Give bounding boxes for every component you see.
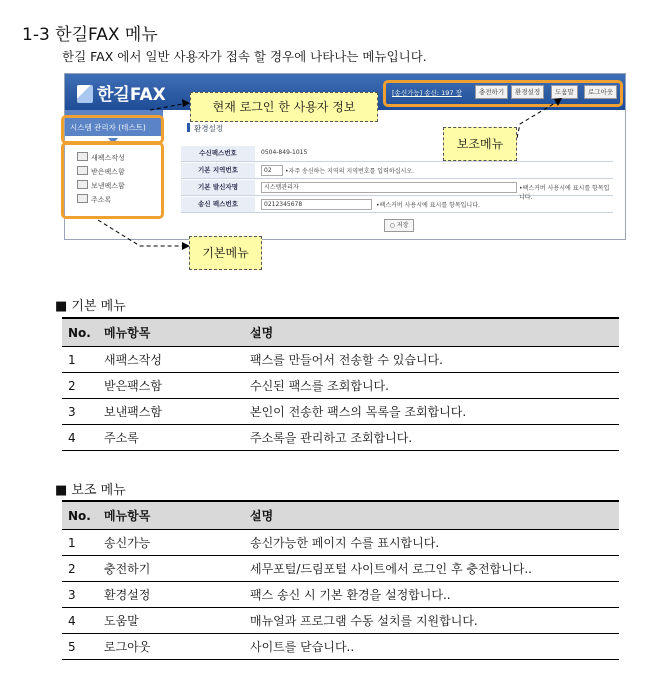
section-heading: 1-3 한길FAX 메뉴	[22, 25, 158, 45]
logo-text: 한길FAX	[97, 85, 166, 105]
arrow-main-menu	[98, 220, 186, 246]
cell-no: 4	[62, 608, 98, 634]
callout-sub-menu: 보조메뉴	[443, 127, 517, 161]
table-row	[62, 608, 619, 634]
cell-item: 송신가능	[98, 530, 244, 556]
cell-item: 로그아웃	[98, 634, 244, 660]
cell-desc: 세무포털/드림포털 사이트에서 로그인 후 충전합니다..	[244, 556, 619, 582]
sub-menu-table	[62, 500, 619, 660]
arrow-head-icon	[554, 98, 562, 106]
table-row	[62, 373, 619, 399]
header-no: No.	[62, 501, 98, 530]
arrow-user-info	[150, 103, 188, 110]
cell-desc: 주소록을 관리하고 조회합니다.	[244, 425, 619, 451]
form-hint: •팩스커버 사용시에 표시를 항목입니다.	[376, 202, 480, 209]
cell-no: 3	[62, 582, 98, 608]
table-row	[62, 556, 619, 582]
arrow-sub-menu	[517, 100, 560, 138]
content-title: 환경설정	[187, 123, 223, 134]
cell-no: 3	[62, 399, 98, 425]
cell-desc: 수신된 팩스를 조회합니다.	[244, 373, 619, 399]
cell-desc: 송신가능한 페이지 수를 표시합니다.	[244, 530, 619, 556]
side-user-title: 시스템 관리자 (테스트)	[70, 123, 146, 132]
cell-no: 5	[62, 634, 98, 660]
cell-desc: 매뉴얼과 프로그램 수동 설치를 지원합니다.	[244, 608, 619, 634]
fax-number-value: 0504-849-1015	[261, 149, 308, 156]
cell-no: 1	[62, 530, 98, 556]
form-label: 기본 발신자명	[181, 180, 255, 195]
send-fax-number-input[interactable]: 0212345678	[261, 199, 372, 210]
table-row	[62, 347, 619, 373]
cell-no: 2	[62, 373, 98, 399]
header-item: 메뉴항목	[98, 318, 244, 347]
basic-menu-title: ■ 기본 메뉴	[55, 299, 126, 314]
cell-no: 1	[62, 347, 98, 373]
form-hint: •팩스커버 사용시에 표시를 항목입니다.	[519, 185, 610, 201]
cell-item: 환경설정	[98, 582, 244, 608]
header-item: 메뉴항목	[98, 501, 244, 530]
callout-main-menu: 기본메뉴	[189, 236, 262, 270]
arrow-head-icon	[182, 99, 190, 107]
cell-item: 새팩스작성	[98, 347, 244, 373]
charge-button[interactable]: 충전하기	[475, 85, 508, 99]
side-item-label: 주소록	[91, 196, 112, 204]
header-no: No.	[62, 318, 98, 347]
cell-item: 도움말	[98, 608, 244, 634]
cell-item: 충전하기	[98, 556, 244, 582]
sub-menu-title: ■ 보조 메뉴	[55, 483, 126, 498]
side-item-label: 받은팩스함	[91, 168, 125, 176]
save-icon: ○	[389, 222, 397, 229]
form-label: 기본 지역번호	[181, 163, 255, 178]
cell-desc: 사이트를 닫습니다..	[244, 634, 619, 660]
cell-no: 4	[62, 425, 98, 451]
table-row	[62, 582, 619, 608]
table-row	[62, 399, 619, 425]
table-header-row	[62, 318, 619, 347]
header-desc: 설명	[244, 318, 619, 347]
cell-desc: 팩스를 만들어서 전송할 수 있습니다.	[244, 347, 619, 373]
save-label: 저장	[396, 222, 409, 229]
intro-text: 한길 FAX 에서 일반 사용자가 접속 할 경우에 나타나는 메뉴입니다.	[62, 49, 427, 64]
form-label: 수신팩스번호	[181, 146, 255, 161]
send-status-link[interactable]: [송신가능] 송신: 197 장	[392, 89, 462, 97]
cell-item: 주소록	[98, 425, 244, 451]
callout-user-info: 현재 로그인 한 사용자 정보	[190, 92, 378, 122]
cell-no: 2	[62, 556, 98, 582]
header-desc: 설명	[244, 501, 619, 530]
help-button[interactable]: 도움말	[551, 85, 578, 99]
cell-item: 보낸팩스함	[98, 399, 244, 425]
table-row	[62, 530, 619, 556]
form-label: 송신 팩스번호	[181, 197, 255, 212]
sender-name-input[interactable]: 시스템관리자	[261, 182, 517, 193]
settings-button[interactable]: 환경설정	[511, 85, 544, 99]
table-row	[62, 425, 619, 451]
area-code-input[interactable]: 02	[261, 165, 283, 176]
cell-desc: 팩스 송신 시 기본 환경을 설정합니다..	[244, 582, 619, 608]
form-hint: •자주 송신하는 지역의 지역번호를 입력하십시오.	[285, 168, 414, 175]
side-item-label: 보낸팩스함	[91, 182, 125, 190]
table-header-row	[62, 501, 619, 530]
cell-item: 받은팩스함	[98, 373, 244, 399]
cell-desc: 본인이 전송한 팩스의 목록을 조회합니다.	[244, 399, 619, 425]
basic-menu-table	[62, 317, 619, 451]
table-row	[62, 634, 619, 660]
logout-button[interactable]: 로그아웃	[584, 85, 617, 99]
side-item-label: 새팩스작성	[91, 154, 125, 162]
